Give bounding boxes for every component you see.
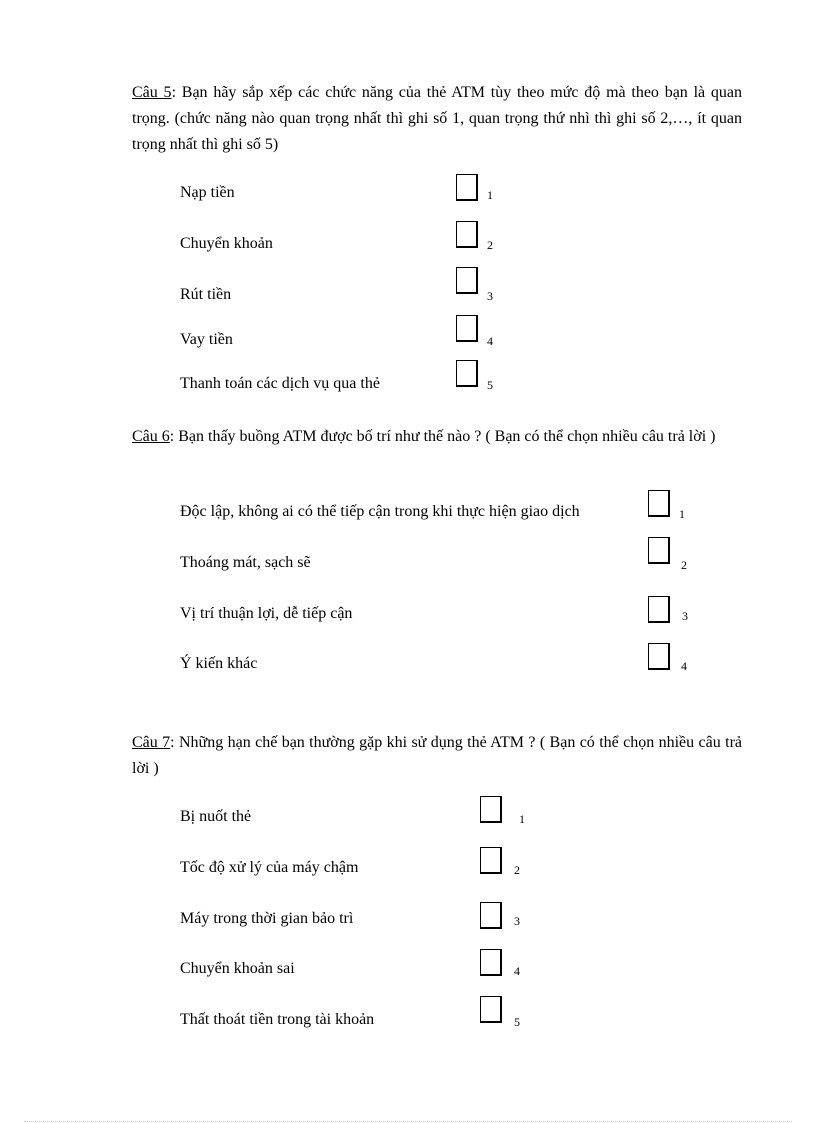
- q7-option-2-number: 2: [514, 863, 520, 877]
- q6-option-4-checkbox[interactable]: [648, 643, 670, 670]
- q5-option-4-label: Vay tiền: [180, 331, 233, 348]
- q6-option-1-checkbox[interactable]: [648, 490, 670, 517]
- question-5-label: Câu 5: [132, 84, 172, 101]
- q5-option-5-number: 5: [487, 378, 493, 392]
- q7-option-2-checkbox[interactable]: [480, 847, 502, 874]
- q6-option-2-number: 2: [681, 558, 687, 572]
- q5-option-3-checkbox[interactable]: [456, 267, 478, 294]
- q7-option-3-number: 3: [514, 914, 520, 928]
- q6-option-3-number: 3: [682, 609, 688, 623]
- q5-option-2-label: Chuyển khoản: [180, 235, 273, 252]
- q5-option-3-label: Rút tiền: [180, 286, 232, 303]
- q6-option-4-label: Ý kiến khác: [180, 655, 258, 672]
- question-5: [132, 80, 742, 158]
- q7-option-4-label: Chuyển khoản sai: [180, 960, 295, 977]
- q7-option-4-number: 4: [514, 964, 520, 978]
- question-7-text: : Những hạn chế bạn thường gặp khi sử dụng thẻ ATM ? ( Bạn có thể chọn nhiều câu trả lời ): [132, 734, 743, 777]
- q7-option-4-checkbox[interactable]: [480, 949, 502, 976]
- q7-option-5-number: 5: [514, 1015, 520, 1029]
- question-6: [132, 424, 742, 450]
- q5-option-2-checkbox[interactable]: [456, 221, 478, 248]
- question-5-text: : Bạn hãy sắp xếp các chức năng của thẻ ATM tùy theo mức độ mà theo bạn là quan trọng. (chức năng nào quan trọng nhất thì ghi số 1, quan trọng thứ nhì thì ghi số 2,…, ít quan trọng nhất thì ghi số 5): [132, 84, 743, 153]
- q6-option-4-number: 4: [681, 659, 687, 673]
- question-7-label: Câu 7: [132, 734, 171, 751]
- q6-option-3-label: Vị trí thuận lợi, dễ tiếp cận: [180, 605, 353, 622]
- q5-option-3-number: 3: [487, 289, 493, 303]
- question-7: [132, 730, 742, 782]
- q7-option-3-checkbox[interactable]: [480, 902, 502, 929]
- page-bottom-divider: [24, 1121, 792, 1122]
- q5-option-1-checkbox[interactable]: [456, 174, 478, 201]
- q5-option-1-number: 1: [487, 188, 493, 202]
- q5-option-5-checkbox[interactable]: [456, 360, 478, 387]
- question-6-label: Câu 6: [132, 428, 170, 445]
- q7-option-5-checkbox[interactable]: [480, 996, 502, 1023]
- q7-option-5-label: Thất thoát tiền trong tài khoản: [180, 1011, 375, 1028]
- q7-option-3-label: Máy trong thời gian bảo trì: [180, 910, 354, 927]
- q5-option-4-checkbox[interactable]: [456, 315, 478, 342]
- q5-option-2-number: 2: [487, 238, 493, 252]
- q6-option-2-checkbox[interactable]: [648, 537, 670, 564]
- q6-option-1-number: 1: [679, 507, 685, 521]
- q6-option-2-label: Thoáng mát, sạch sẽ: [180, 554, 311, 571]
- question-6-text: : Bạn thấy buồng ATM được bố trí như thế nào ? ( Bạn có thể chọn nhiều câu trả lời ): [169, 428, 716, 445]
- q6-option-1-label: Độc lập, không ai có thể tiếp cận trong khi thực hiện giao dịch: [180, 503, 580, 520]
- q6-option-3-checkbox[interactable]: [648, 596, 670, 623]
- q5-option-1-label: Nạp tiền: [180, 184, 235, 201]
- q7-option-1-checkbox[interactable]: [480, 796, 502, 823]
- q7-option-1-number: 1: [519, 812, 525, 826]
- q5-option-4-number: 4: [487, 334, 493, 348]
- q5-option-5-label: Thanh toán các dịch vụ qua thẻ: [180, 375, 380, 392]
- q7-option-2-label: Tốc độ xử lý của máy chậm: [180, 859, 359, 876]
- q7-option-1-label: Bị nuốt thẻ: [180, 808, 252, 825]
